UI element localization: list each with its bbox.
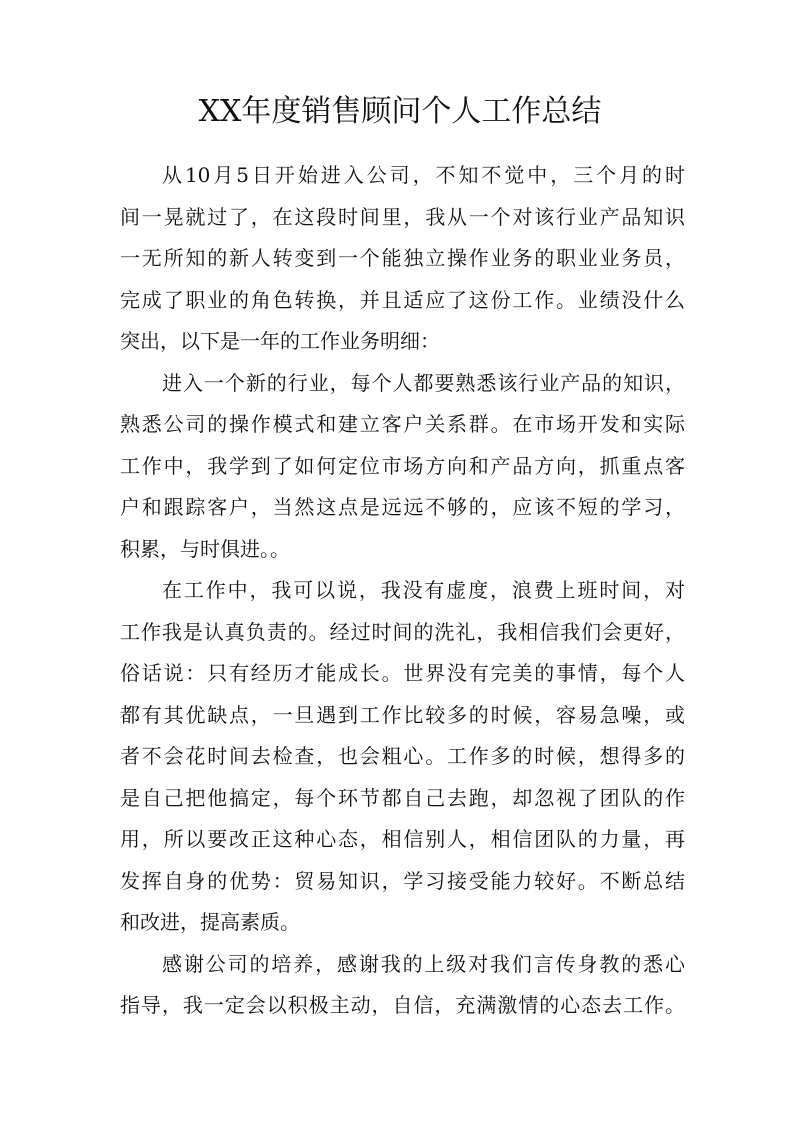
text-line: 完成了职业的角色转换，并且适应了这份工作。业绩没什么: [120, 287, 685, 312]
text-line: 进入一个新的行业，每个人都要熟悉该行业产品的知识，: [162, 370, 685, 395]
paragraph: [120, 944, 685, 1027]
text-line: 用，所以要改正这种心态，相信别人，相信团队的力量，再: [120, 827, 685, 851]
paragraph: [120, 363, 685, 571]
text-line: 发挥自身的优势：贸易知识，学习接受能力较好。不断总结: [120, 868, 685, 893]
text-line: 在工作中，我可以说，我没有虚度，浪费上班时间，对: [162, 578, 685, 602]
text-line: 是自己把他搞定，每个环节都自己去跑，却忽视了团队的作: [120, 785, 685, 810]
paragraph: [120, 570, 685, 944]
text-line: 积累，与时俱进。。: [120, 536, 290, 561]
text-line: 一无所知的新人转变到一个能独立操作业务的职业业务员，: [120, 246, 685, 270]
text-line: 指导，我一定会以积极主动，自信，充满激情的心态去工作。: [120, 993, 685, 1017]
text-line: 工作中，我学到了如何定位市场方向和产品方向，抓重点客: [120, 453, 685, 478]
text-line: 感谢公司的培养，感谢我的上级对我们言传身教的悉心: [162, 951, 685, 976]
text-line: 者不会花时间去检查，也会粗心。工作多的时候，想得多的: [120, 744, 685, 768]
text-line: 和改进，提高素质。: [120, 910, 300, 934]
text-line: 熟悉公司的操作模式和建立客户关系群。在市场开发和实际: [120, 412, 685, 436]
text-line: 俗话说：只有经历才能成长。世界没有完美的事情，每个人: [120, 661, 685, 685]
document-title: XX年度销售顾问个人工作总结: [198, 94, 602, 129]
text-line: 都有其优缺点，一旦遇到工作比较多的时候，容易急噪，或: [120, 702, 685, 727]
paragraph: [120, 155, 685, 363]
text-line: 突出，以下是一年的工作业务明细：: [120, 329, 440, 353]
text-line: 间一晃就过了，在这段时间里，我从一个对该行业产品知识: [120, 204, 685, 229]
document-body: [120, 155, 685, 1027]
text-line: 从10月5日开始进入公司，不知不觉中，三个月的时: [162, 163, 685, 187]
text-line: 工作我是认真负责的。经过时间的洗礼，我相信我们会更好，: [120, 619, 685, 644]
text-line: 户和跟踪客户，当然这点是远远不够的，应该不短的学习，: [120, 495, 685, 519]
